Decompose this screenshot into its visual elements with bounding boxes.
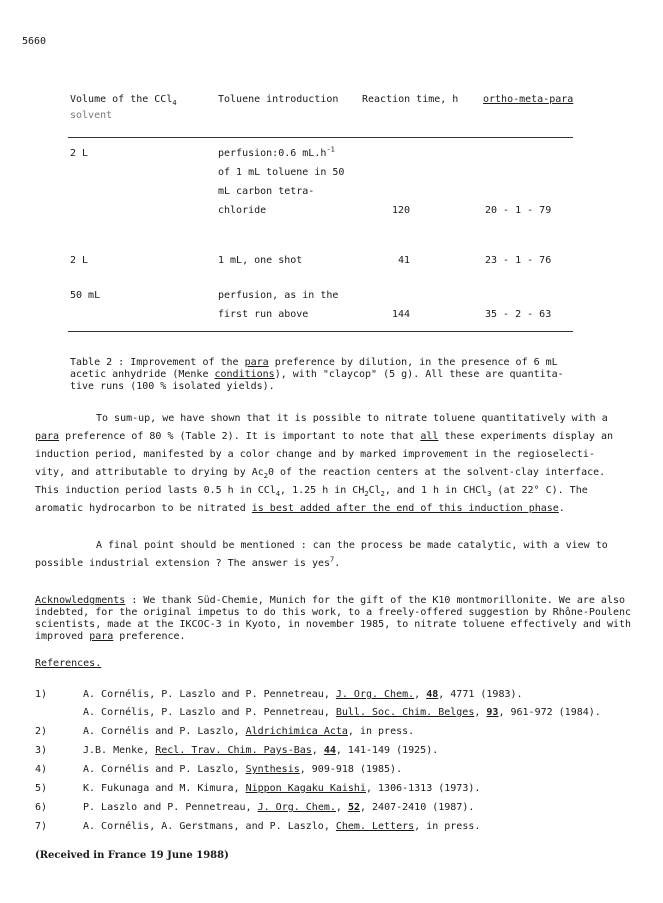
reference-journal: Chem. Letters xyxy=(335,821,415,832)
reference-item xyxy=(35,783,480,795)
reference-separator: , xyxy=(414,689,427,700)
table-rule-bottom xyxy=(68,331,573,332)
reference-pages: , in press. xyxy=(414,821,481,832)
received-note: (Received in France 19 June 1988) xyxy=(35,850,229,861)
reference-pages: , 2407-2410 (1987). xyxy=(359,802,475,813)
cell-volume: 2 L xyxy=(70,255,89,266)
reference-number: 6) xyxy=(35,802,48,813)
reference-item xyxy=(35,689,523,701)
reference-pages: , 961-972 (1984). xyxy=(498,707,601,718)
reference-number: 4) xyxy=(35,764,48,775)
reference-authors: P. Laszlo and P. Pennetreau, xyxy=(83,802,258,813)
cell-intro-line: chloride xyxy=(218,205,267,216)
references-heading: References. xyxy=(35,658,102,669)
text-line: scientists, made at the IKCOC-3 in Kyoto, in november 1985, to nitrate toluene effectively and with xyxy=(35,619,632,630)
caption-line: acetic anhydride (Menke conditions), with "claycop" (5 g). All these are quantita- xyxy=(70,369,564,380)
reference-number: 1) xyxy=(35,689,48,700)
reference-journal: J. Org. Chem. xyxy=(335,689,415,700)
col-header-volume-line2: solvent xyxy=(70,110,113,121)
cell-intro-line: mL carbon tetra- xyxy=(218,186,315,197)
reference-volume: 48 xyxy=(426,689,439,700)
reference-authors: A. Cornélis, P. Laszlo and P. Pennetreau, xyxy=(83,707,336,718)
cell-intro-line: 1 mL, one shot xyxy=(218,255,303,266)
reference-journal: Nippon Kagaku Kaishi xyxy=(245,783,366,794)
text-line: induction period, manifested by a color change and by marked improvement in the regioselecti- xyxy=(35,449,595,460)
page-number: 5660 xyxy=(22,36,47,47)
reference-item xyxy=(35,764,402,776)
table-rule-top xyxy=(68,137,573,138)
caption-line: tive runs (100 % isolated yields). xyxy=(70,381,275,392)
reference-authors: J.B. Menke, xyxy=(83,745,156,756)
cell-time: 41 xyxy=(398,255,411,266)
reference-authors: A. Cornélis and P. Laszlo, xyxy=(83,764,246,775)
reference-journal: Recl. Trav. Chim. Pays-Bas xyxy=(155,745,312,756)
text-line: improved para preference. xyxy=(35,631,186,642)
reference-item xyxy=(35,821,480,833)
reference-pages: , 909-918 (1985). xyxy=(299,764,403,775)
reference-number: 5) xyxy=(35,783,48,794)
text-line: possible industrial extension ? The answer is yes$^7$. xyxy=(35,555,341,569)
reference-volume: 93 xyxy=(486,707,499,718)
reference-volume: 52 xyxy=(347,802,360,813)
reference-separator: , xyxy=(474,707,487,718)
text-line: Acknowledgments : We thank Süd-Chemie, Munich for the gift of the K10 montmorillonite. We are also xyxy=(35,595,626,606)
reference-number: 7) xyxy=(35,821,48,832)
text-line: para preference of 80 % (Table 2). It is important to note that all these experiments display an xyxy=(35,431,613,442)
col-header-toluene: Toluene introduction xyxy=(218,94,339,105)
reference-separator: , xyxy=(311,745,324,756)
col-header-volume: Volume of the CCl$_4$ xyxy=(70,94,177,107)
cell-volume: 50 mL xyxy=(70,290,101,301)
reference-item xyxy=(35,726,414,738)
reference-journal: Aldrichimica Acta xyxy=(245,726,348,737)
reference-separator: , xyxy=(335,802,348,813)
cell-intro-line: first run above xyxy=(218,309,309,320)
reference-authors: A. Cornélis and P. Laszlo, xyxy=(83,726,246,737)
cell-omp: 35 - 2 - 63 xyxy=(485,309,552,320)
reference-journal: J. Org. Chem. xyxy=(257,802,336,813)
cell-time: 120 xyxy=(392,205,411,216)
reference-volume: 44 xyxy=(323,745,336,756)
reference-pages: , 4771 (1983). xyxy=(438,689,523,700)
reference-item xyxy=(35,707,601,719)
reference-journal: Synthesis xyxy=(245,764,300,775)
col-header-omp: ortho-meta-para xyxy=(483,94,574,105)
text-line: aromatic hydrocarbon to be nitrated is best added after the end of this induction phase. xyxy=(35,503,565,514)
cell-intro-line: perfusion, as in the xyxy=(218,290,339,301)
reference-authors: K. Fukunaga and M. Kimura, xyxy=(83,783,246,794)
reference-pages: , 1306-1313 (1973). xyxy=(365,783,481,794)
reference-item xyxy=(35,745,438,757)
cell-time: 144 xyxy=(392,309,411,320)
cell-intro-line: of 1 mL toluene in 50 xyxy=(218,167,345,178)
reference-pages: , in press. xyxy=(347,726,415,737)
text-line: indebted, for the original impetus to do this work, to a freely-offered suggestion by Rhône-Poulenc xyxy=(35,607,632,618)
reference-item xyxy=(35,802,474,814)
cell-intro-line: perfusion:0.6 $mL.h^{-1}$ xyxy=(218,145,335,159)
text-line: A final point should be mentioned : can the process be made catalytic, with a view to xyxy=(96,540,608,551)
reference-pages: , 141-149 (1925). xyxy=(335,745,439,756)
cell-omp: 23 - 1 - 76 xyxy=(485,255,552,266)
text-line: vity, and attributable to drying by $Ac_20$ of the reaction centers at the solvent-clay interface. xyxy=(35,467,606,480)
reference-number: 3) xyxy=(35,745,48,756)
reference-authors: A. Cornélis, P. Laszlo and P. Pennetreau, xyxy=(83,689,336,700)
reference-number: 2) xyxy=(35,726,48,737)
caption-line: Table 2 : Improvement of the para preference by dilution, in the presence of 6 mL xyxy=(70,357,558,368)
reference-authors: A. Cornélis, A. Gerstmans, and P. Laszlo, xyxy=(83,821,336,832)
text-line: This induction period lasts 0.5 h in CCl$_4$, 1.25 h in $CH_2Cl_2$, and 1 h in CHCl$_3$ (at 22° C). The xyxy=(35,485,588,498)
reference-journal: Bull. Soc. Chim. Belges xyxy=(335,707,475,718)
cell-omp: 20 - 1 - 79 xyxy=(485,205,552,216)
text-line: To sum-up, we have shown that it is possible to nitrate toluene quantitatively with a xyxy=(96,413,608,424)
col-header-time: Reaction time, h xyxy=(362,94,459,105)
cell-volume: 2 L xyxy=(70,148,89,159)
